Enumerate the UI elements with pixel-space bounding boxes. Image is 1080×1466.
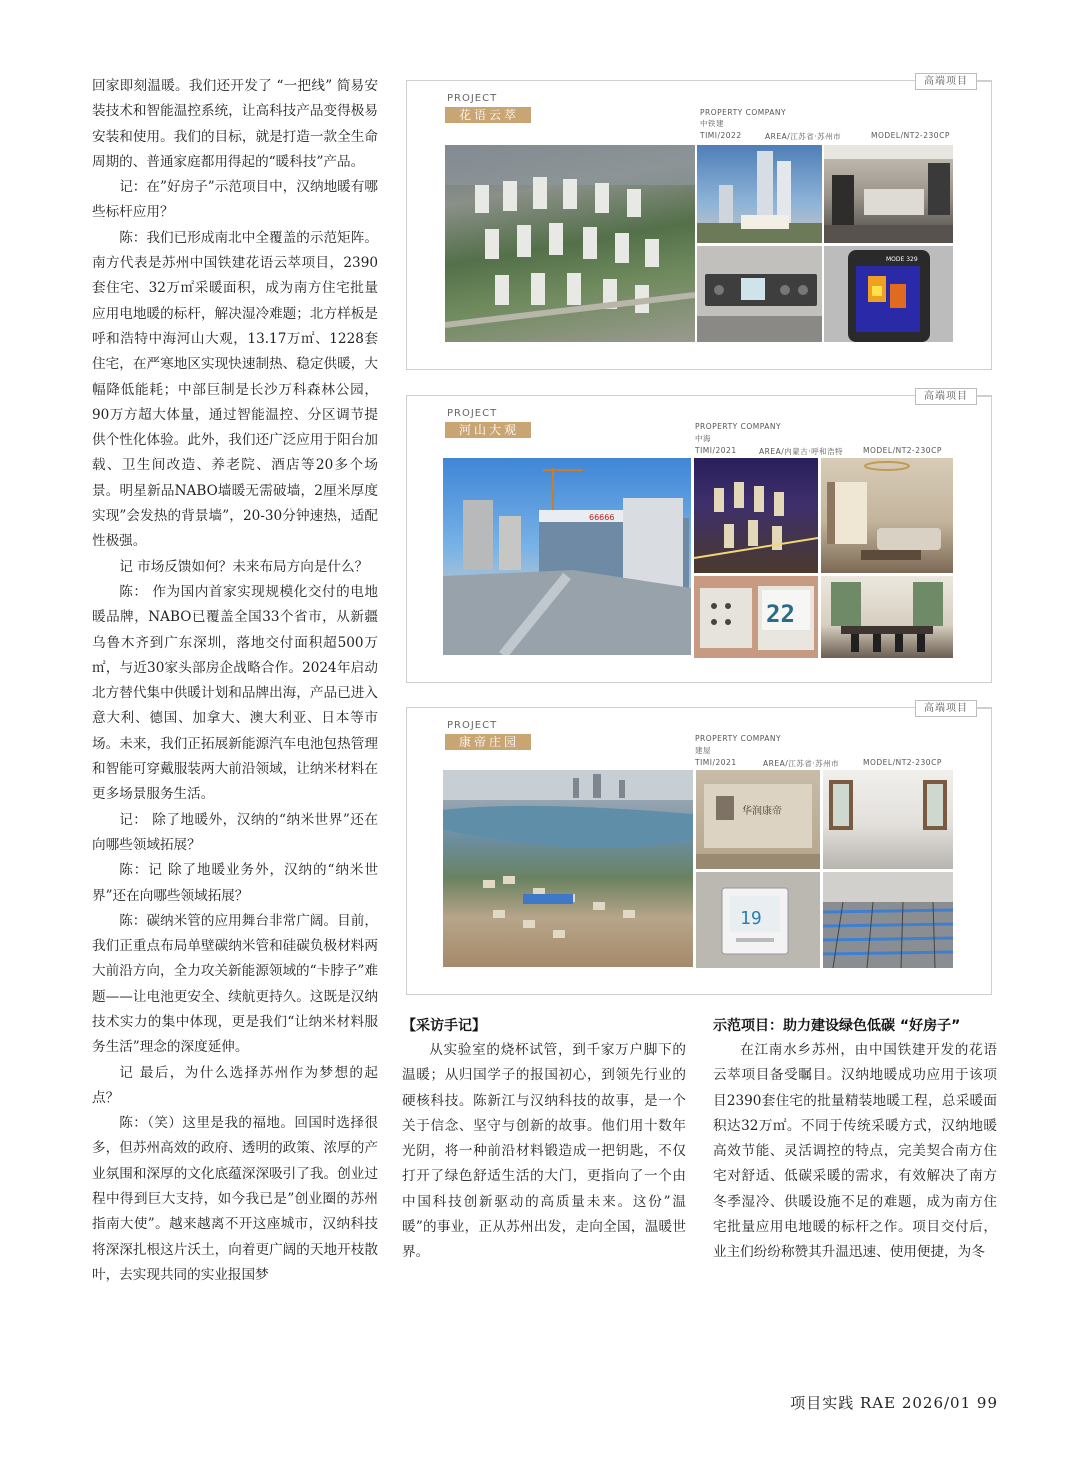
heating-film-floor-photo (823, 872, 953, 968)
demo-heading: 示范项目：助力建设绿色低碳 “好房子” (713, 1018, 961, 1034)
paragraph: 陈：（笑）这里是我的福地。回国时选择很多，但苏州高效的政府、透明的政策、浓厚的产业氛围和深厚的文化底蕴深深吸引了我。创业过程中得到巨大支持，如今我已是”创业圈的苏州指南大使”。越来越离不开这座城市，汉纳科技将深深扎根这片沃土，向着更广阔的天地开枝散叶，去实现共同的实业报国梦 (92, 1115, 378, 1283)
timi: TIMI/2021 (695, 446, 737, 455)
lakeside-aerial-photo (443, 770, 693, 967)
company-name: 中铁建 (700, 119, 724, 128)
project-name: 康帝庄园 (445, 734, 531, 750)
project-tag: 高端项目 (915, 73, 977, 90)
company-label: PROPERTY COMPANY (695, 734, 782, 743)
model: MODEL/NT2-230CP (863, 758, 942, 767)
timi: TIMI/2021 (695, 758, 737, 767)
project-panel-2 (406, 391, 992, 683)
project-panel-3 (406, 703, 992, 995)
project-tag: 高端项目 (915, 388, 977, 405)
project-name: 河山大观 (445, 422, 531, 438)
demo-project-column (713, 1014, 997, 1266)
model: MODEL/NT2-230CP (863, 446, 942, 455)
dining-room-photo (821, 576, 953, 658)
thermostat-photo (697, 246, 822, 342)
paragraph: 记 市场反馈如何？未来布局方向是什么？ (119, 558, 369, 575)
thermal-brand-text: MODE 329 (886, 256, 918, 263)
paragraph: 回家即刻温暖。我们还开发了 “一把线” 简易安装技术和智能温控系统，让高科技产品变得极易安装和使用。我们的目标，就是打造一款全生命周期的、普通家庭都用得起的“暖科技”产品。 (92, 78, 378, 170)
living-room-photo (821, 458, 953, 573)
paragraph: 记： 除了地暖外，汉纳的“纳米世界”还在向哪些领域拓展？ (92, 811, 378, 853)
paragraph: 陈： 作为国内首家实现规模化交付的电地暖品牌，NABO已覆盖全国33个省市，从新疆乌鲁木齐到广东深圳，落地交付面积超500万㎡，与近30家头部房企战略合作。2024年启动北方替代集中供暖计划和品牌出海，产品已进入意大利、德国、加拿大、澳大利亚、日本等市场。未来，我们正拓展新能源汽车电池包热管理和智能可穿戴服装两大前沿领域，让纳米材料在更多场景服务生活。 (92, 583, 378, 803)
notes-heading: 【采访手记】 (402, 1018, 486, 1034)
project-label: PROJECT (447, 93, 498, 104)
gate-sign-photo (696, 770, 820, 869)
night-aerial-photo (694, 458, 818, 573)
company-label: PROPERTY COMPANY (700, 108, 787, 117)
demo-body: 在江南水乡苏州，由中国铁建开发的花语云萃项目备受瞩目。汉纳地暖成功应用于该项目2390套住宅的批量精装地暖工程，总采暖面积达32万㎡。不同于传统采暖方式，汉纳地暖高效节能、灵活调控的特点，完美契合南方住宅对舒适、低碳采暖的需求，有效解决了南方冬季湿冷、供暖设施不足的难题，成为南方住宅批量应用电地暖的标杆之作。项目交付后，业主们纷纷称赞其升温迅速、使用便捷，为冬 (713, 1042, 997, 1261)
thermostat-reading: 19 (740, 908, 762, 929)
aerial-photo (445, 145, 695, 342)
timi: TIMI/2022 (700, 131, 742, 140)
project-label: PROJECT (447, 408, 498, 419)
paragraph: 记：在”好房子”示范项目中，汉纳地暖有哪些标杆应用？ (92, 179, 378, 221)
model: MODEL/NT2-230CP (871, 131, 950, 140)
project-tag: 高端项目 (915, 700, 977, 717)
paragraph: 陈：碳纳米管的应用舞台非常广阔。目前，我们正重点布局单壁碳纳米管和硅碳负极材料两大前沿方向，全力攻关新能源领域的“卡脖子”难题——让电池更安全、续航更持久。这既是汉纳技术实力的集中体现，更是我们“让纳米材料服务生活”理念的深度延伸。 (92, 912, 378, 1056)
project-name: 花语云萃 (445, 107, 531, 123)
thermostat-photo (696, 872, 820, 968)
company-name: 中海 (695, 434, 711, 443)
building-photo (443, 458, 691, 655)
building-sign-text: 66666 (589, 513, 615, 522)
empty-room-photo (823, 770, 953, 869)
paragraph: 陈：我们已形成南北中全覆盖的示范矩阵。南方代表是苏州中国铁建花语云萃项目，2390套住宅、32万㎡采暖面积，成为南方住宅批量应用电地暖的标杆，解决湿冷难题；北方样板是呼和浩特中海河山大观，13.17万㎡、1228套住宅，在严寒地区实现快速制热、稳定供暖，大幅降低能耗；中部巨制是长沙万科森林公园，90万方超大体量，通过智能温控、分区调节提供个性化体验。此外，我们还广泛应用于阳台加载、卫生间改造、养老院、酒店等20多个场景。明星新品NABO墙暖无需破墙，2厘米厚度实现”会发热的背景墙”，20-30分钟速热，适配性极强。 (92, 229, 378, 550)
tower-photo (697, 145, 822, 243)
company-label: PROPERTY COMPANY (695, 422, 782, 431)
gate-sign-text: 华润康帝 (742, 806, 782, 817)
paragraph: 陈：记 除了地暖业务外，汉纳的“纳米世界”还在向哪些领域拓展？ (92, 862, 378, 904)
notes-body: 从实验室的烧杯试管，到千家万户脚下的温暖；从归国学子的报国初心，到领先行业的硬核科技。陈新江与汉纳科技的故事，是一个关于信念、坚守与创新的故事。他们用十数年光阴，将一种前沿材料锻造成一把钥匙，不仅打开了绿色舒适生活的大门，更指向了一个由中国科技创新驱动的高质量未来。这份”温暖”的事业，正从苏州出发，走向全国，温暖世界。 (402, 1042, 686, 1261)
project-label: PROJECT (447, 720, 498, 731)
page-footer: 项目实践 RAE 2026/01 99 (790, 1394, 998, 1412)
company-name: 建屋 (695, 746, 711, 755)
paragraph: 记 最后，为什么选择苏州作为梦想的起点？ (92, 1064, 378, 1106)
area: AREA/江苏省·苏州市 (765, 132, 842, 141)
thermostat-photo (694, 576, 818, 658)
thermostat-reading: 22 (766, 600, 795, 628)
area: AREA/江苏省·苏州市 (763, 759, 840, 768)
interview-notes-column (402, 1014, 686, 1266)
left-article-column (92, 74, 378, 1288)
thermal-camera-photo (824, 246, 953, 342)
kitchen-photo (824, 145, 953, 243)
area: AREA/内蒙古·呼和浩特 (759, 447, 844, 456)
project-panel-1 (406, 76, 992, 370)
